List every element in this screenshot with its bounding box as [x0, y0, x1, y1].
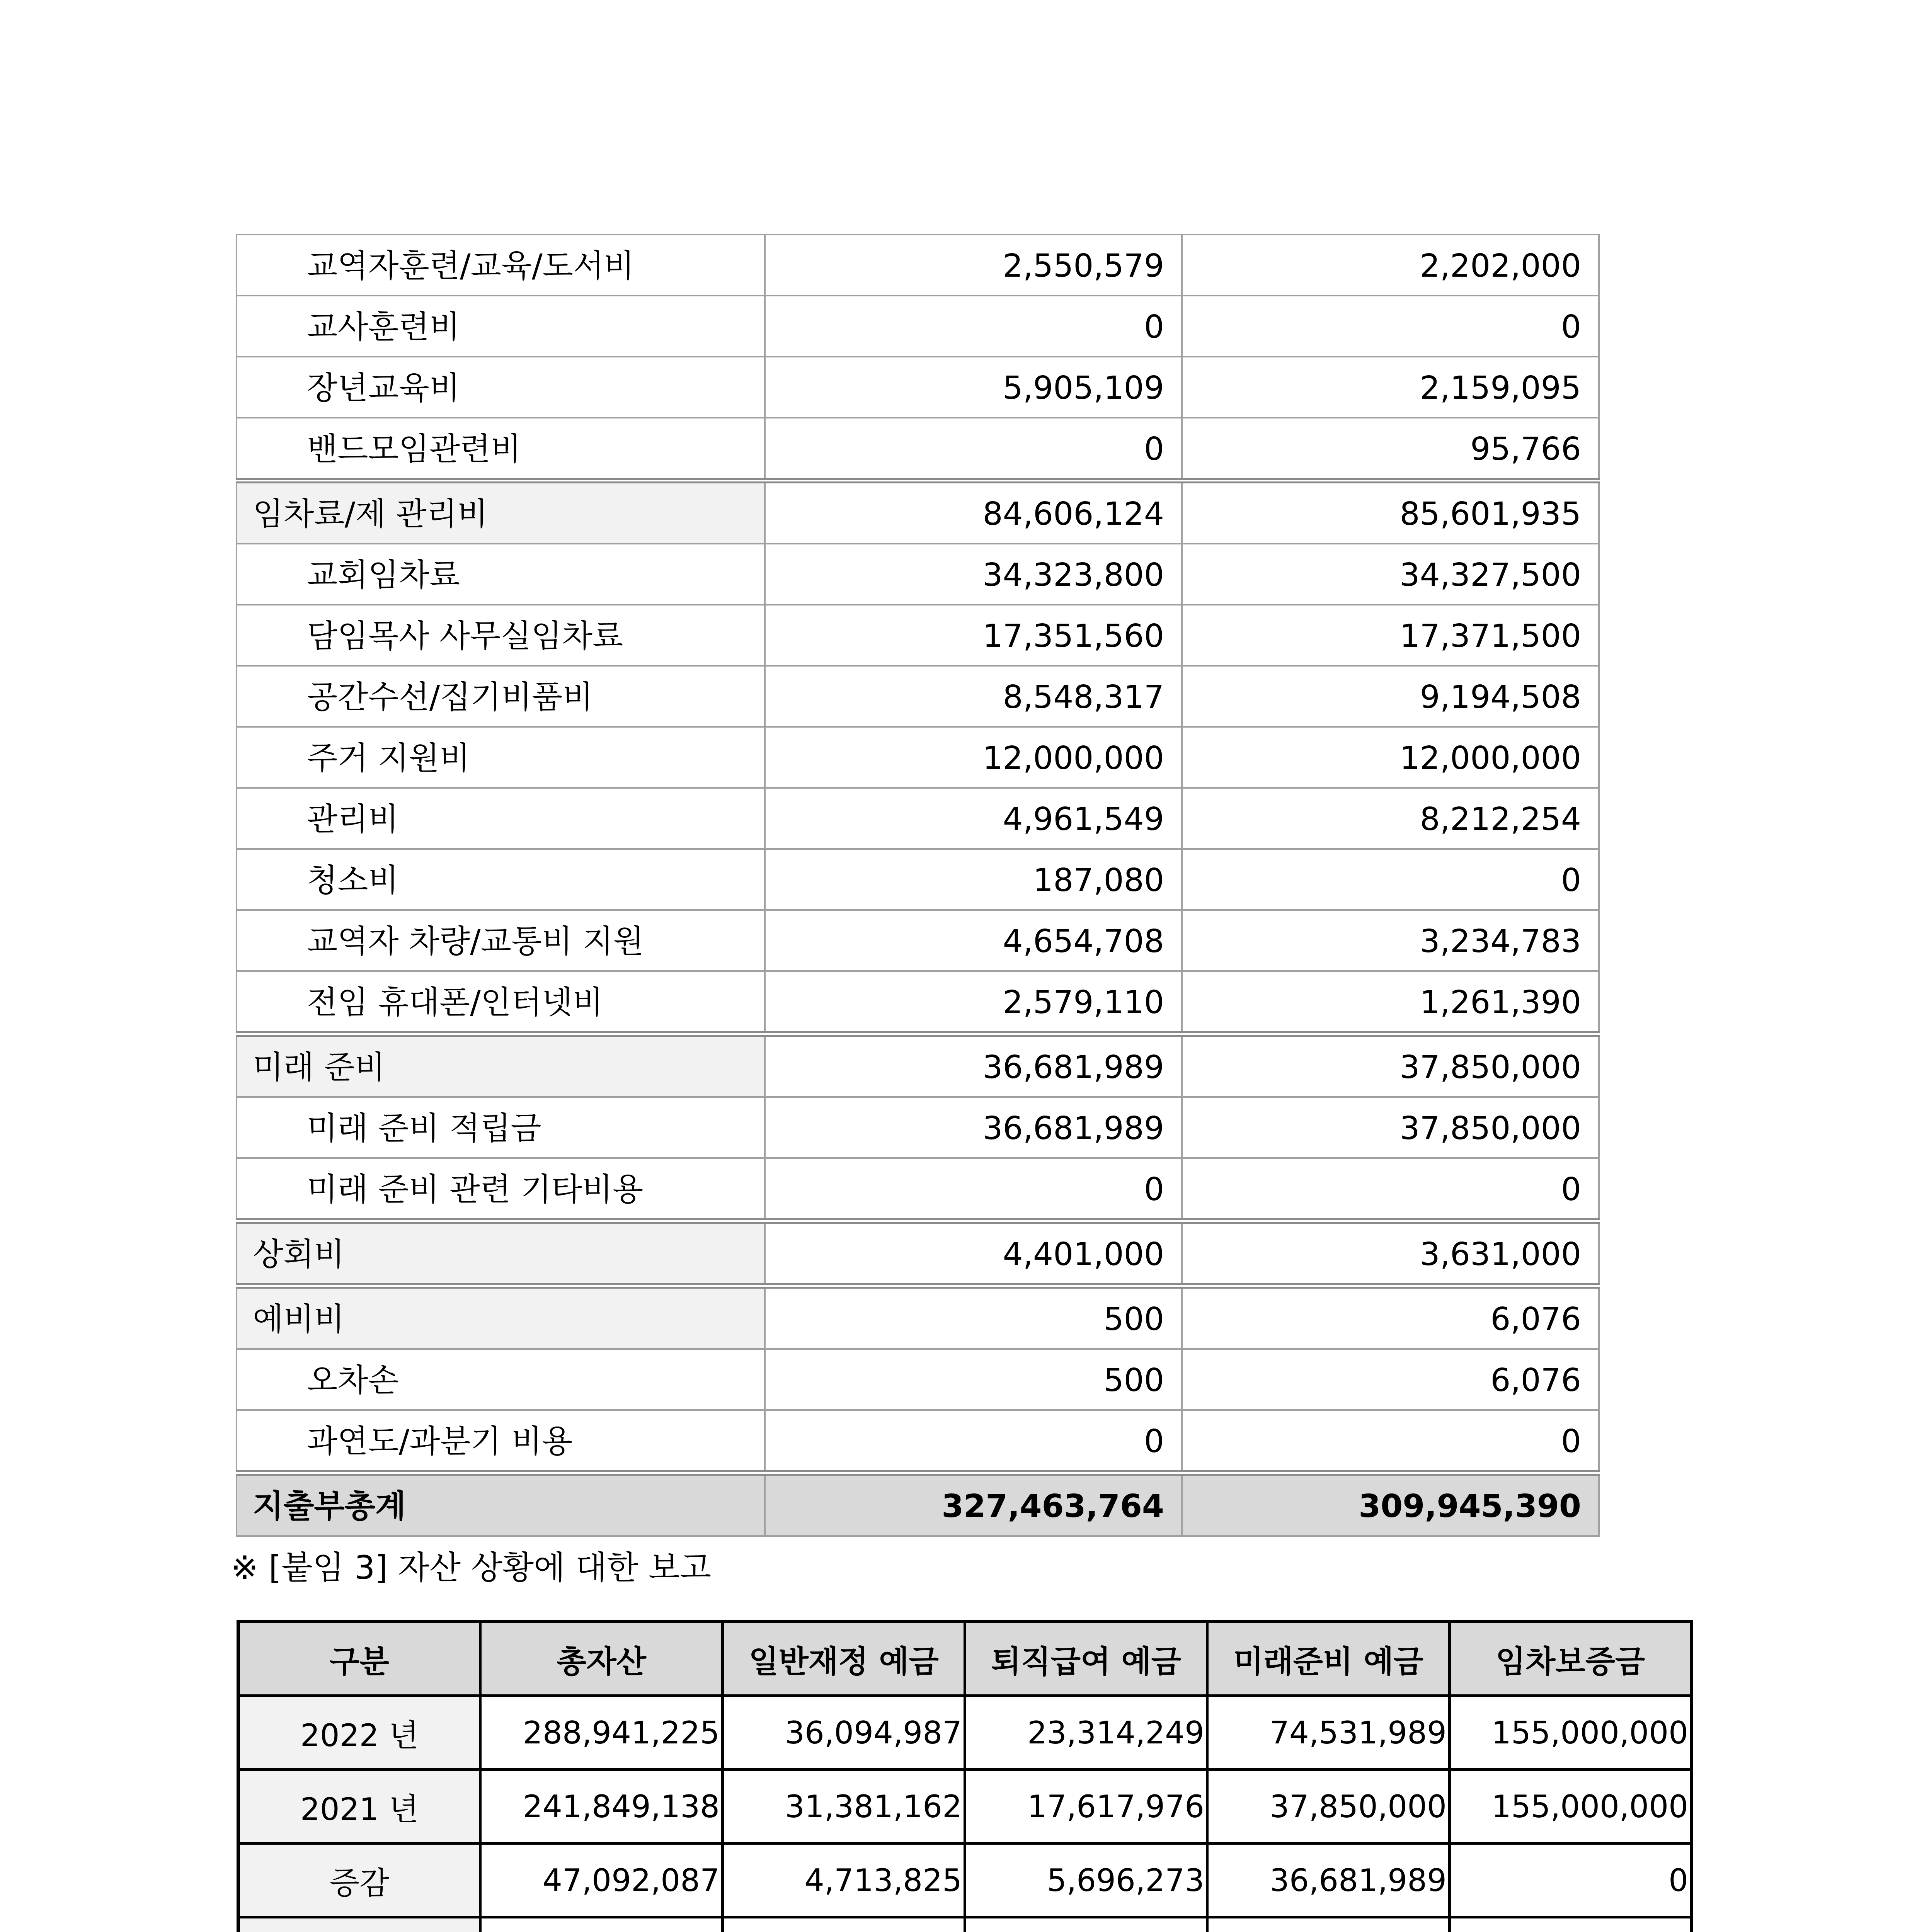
asset-header-lease-deposit: 임차보증금 [1450, 1622, 1692, 1696]
asset-row-label [238, 1917, 480, 1932]
asset-header-row [238, 1622, 1692, 1696]
expense-label: 과연도/과분기 비용 [237, 1410, 765, 1473]
asset-value: 155,000,000 [1450, 1770, 1692, 1844]
expense-item-row [237, 357, 1599, 418]
expense-value-current: 0 [765, 1410, 1182, 1473]
expense-value-current: 36,681,989 [765, 1097, 1182, 1158]
expense-item-row [237, 1410, 1599, 1473]
asset-row [238, 1917, 1692, 1932]
asset-value: 241,849,138 [480, 1770, 723, 1844]
expense-value-previous: 9,194,508 [1182, 666, 1599, 727]
asset-value: 36,094,987 [723, 1696, 965, 1770]
asset-value [965, 1917, 1207, 1932]
expense-label: 교역자 차량/교통비 지원 [237, 910, 765, 971]
expense-value-previous: 2,159,095 [1182, 357, 1599, 418]
expense-label: 오차손 [237, 1349, 765, 1410]
expense-value-current: 2,550,579 [765, 235, 1182, 296]
expense-value-previous: 0 [1182, 1410, 1599, 1473]
asset-row [238, 1844, 1692, 1917]
expense-value-previous: 0 [1182, 1158, 1599, 1221]
expense-item-row [237, 1349, 1599, 1410]
expense-table-body [237, 235, 1599, 1536]
asset-header-category: 구분 [238, 1622, 480, 1696]
expense-value-current: 8,548,317 [765, 666, 1182, 727]
expense-item-row [237, 418, 1599, 481]
expense-item-row [237, 971, 1599, 1034]
expense-label: 장년교육비 [237, 357, 765, 418]
expense-value-current: 84,606,124 [765, 481, 1182, 544]
expense-value-current: 187,080 [765, 849, 1182, 910]
asset-table [237, 1620, 1693, 1932]
expense-category-row [237, 1221, 1599, 1286]
expense-item-row [237, 727, 1599, 788]
asset-value: 5,696,273 [965, 1844, 1207, 1917]
asset-value: 74,531,989 [1207, 1696, 1450, 1770]
expense-value-previous: 0 [1182, 296, 1599, 357]
expense-item-row [237, 1097, 1599, 1158]
expense-value-current: 0 [765, 1158, 1182, 1221]
expense-label: 임차료/제 관리비 [237, 481, 765, 544]
expense-label: 미래 준비 관련 기타비용 [237, 1158, 765, 1221]
expense-value-previous: 17,371,500 [1182, 605, 1599, 666]
expense-value-current: 5,905,109 [765, 357, 1182, 418]
expense-item-row [237, 605, 1599, 666]
expense-label: 미래 준비 [237, 1034, 765, 1097]
expense-total-row [237, 1473, 1599, 1536]
expense-value-previous: 95,766 [1182, 418, 1599, 481]
expense-total-current: 327,463,764 [765, 1473, 1182, 1536]
expense-label: 담임목사 사무실임차료 [237, 605, 765, 666]
expense-item-row [237, 235, 1599, 296]
asset-table-body [238, 1696, 1692, 1932]
expense-label: 교역자훈련/교육/도서비 [237, 235, 765, 296]
asset-value: 23,314,249 [965, 1696, 1207, 1770]
expense-item-row [237, 788, 1599, 849]
asset-value: 36,681,989 [1207, 1844, 1450, 1917]
expense-value-current: 12,000,000 [765, 727, 1182, 788]
expense-value-current: 500 [765, 1349, 1182, 1410]
asset-value: 31,381,162 [723, 1770, 965, 1844]
expense-value-previous: 37,850,000 [1182, 1034, 1599, 1097]
expense-value-previous: 1,261,390 [1182, 971, 1599, 1034]
asset-value: 288,941,225 [480, 1696, 723, 1770]
expense-item-row [237, 544, 1599, 605]
asset-header-future-deposit: 미래준비 예금 [1207, 1622, 1450, 1696]
expense-category-row [237, 481, 1599, 544]
asset-value: 155,000,000 [1450, 1696, 1692, 1770]
expense-value-previous: 0 [1182, 849, 1599, 910]
asset-header-total: 총자산 [480, 1622, 723, 1696]
asset-row [238, 1696, 1692, 1770]
expense-value-current: 4,401,000 [765, 1221, 1182, 1286]
asset-value: 47,092,087 [480, 1844, 723, 1917]
asset-value [1207, 1917, 1450, 1932]
asset-header-retirement-deposit: 퇴직급여 예금 [965, 1622, 1207, 1696]
expense-label: 교사훈련비 [237, 296, 765, 357]
expense-value-current: 34,323,800 [765, 544, 1182, 605]
asset-row [238, 1770, 1692, 1844]
expense-total-previous: 309,945,390 [1182, 1473, 1599, 1536]
asset-row-label: 증감 [238, 1844, 480, 1917]
expense-value-current: 500 [765, 1286, 1182, 1349]
asset-value: 37,850,000 [1207, 1770, 1450, 1844]
expense-value-previous: 3,631,000 [1182, 1221, 1599, 1286]
expense-table [236, 234, 1600, 1537]
asset-row-label: 2021 년 [238, 1770, 480, 1844]
expense-value-previous: 3,234,783 [1182, 910, 1599, 971]
expense-item-row [237, 666, 1599, 727]
expense-label: 미래 준비 적립금 [237, 1097, 765, 1158]
expense-value-current: 17,351,560 [765, 605, 1182, 666]
expense-item-row [237, 849, 1599, 910]
expense-value-previous: 8,212,254 [1182, 788, 1599, 849]
asset-section-heading: ※ [붙임 3] 자산 상황에 대한 보고 [231, 1549, 712, 1587]
expense-value-previous: 85,601,935 [1182, 481, 1599, 544]
expense-value-previous: 37,850,000 [1182, 1097, 1599, 1158]
expense-label: 관리비 [237, 788, 765, 849]
expense-label: 공간수선/집기비품비 [237, 666, 765, 727]
expense-item-row [237, 910, 1599, 971]
expense-value-previous: 12,000,000 [1182, 727, 1599, 788]
asset-value: 0 [1450, 1844, 1692, 1917]
expense-value-current: 2,579,110 [765, 971, 1182, 1034]
expense-label: 전임 휴대폰/인터넷비 [237, 971, 765, 1034]
expense-value-previous: 6,076 [1182, 1286, 1599, 1349]
expense-item-row [237, 296, 1599, 357]
expense-value-current: 0 [765, 418, 1182, 481]
expense-value-previous: 2,202,000 [1182, 235, 1599, 296]
expense-category-row [237, 1286, 1599, 1349]
expense-label: 밴드모임관련비 [237, 418, 765, 481]
asset-row-label: 2022 년 [238, 1696, 480, 1770]
expense-label: 교회임차료 [237, 544, 765, 605]
expense-total-label: 지출부총계 [237, 1473, 765, 1536]
expense-value-current: 4,654,708 [765, 910, 1182, 971]
asset-value [480, 1917, 723, 1932]
asset-value [723, 1917, 965, 1932]
expense-label: 예비비 [237, 1286, 765, 1349]
expense-category-row [237, 1034, 1599, 1097]
expense-value-previous: 34,327,500 [1182, 544, 1599, 605]
asset-value: 17,617,976 [965, 1770, 1207, 1844]
asset-value [1450, 1917, 1692, 1932]
expense-label: 상회비 [237, 1221, 765, 1286]
expense-value-current: 0 [765, 296, 1182, 357]
expense-value-current: 4,961,549 [765, 788, 1182, 849]
expense-label: 주거 지원비 [237, 727, 765, 788]
expense-item-row [237, 1158, 1599, 1221]
expense-label: 청소비 [237, 849, 765, 910]
expense-value-previous: 6,076 [1182, 1349, 1599, 1410]
expense-value-current: 36,681,989 [765, 1034, 1182, 1097]
asset-header-general-deposit: 일반재정 예금 [723, 1622, 965, 1696]
asset-value: 4,713,825 [723, 1844, 965, 1917]
